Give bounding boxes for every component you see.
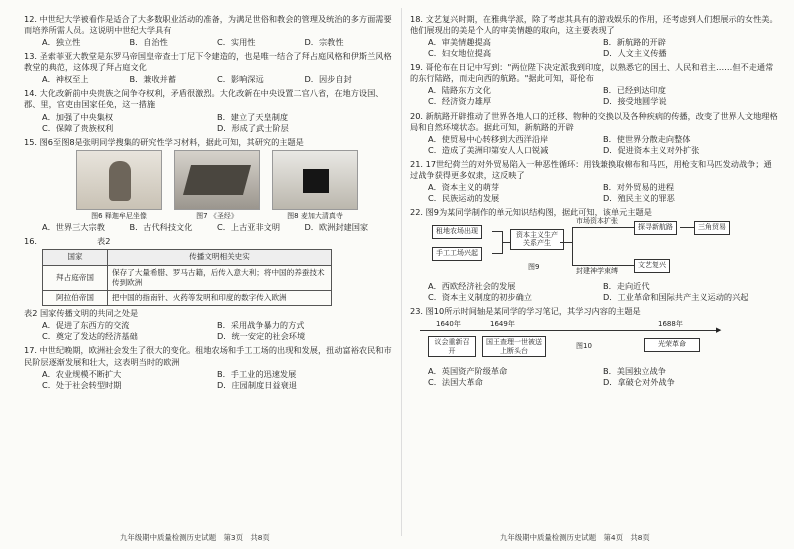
option-d: D．因步自封 (304, 74, 352, 85)
option-d: D．接受地圆学说 (603, 96, 667, 107)
connector (492, 253, 502, 254)
option-d: D．形成了武士阶层 (217, 122, 289, 133)
question-17 (24, 345, 392, 390)
option-a: A．农业规模不断扩大 (42, 368, 122, 379)
figure-caption: 图6 释迦牟尼坐像 (91, 211, 147, 220)
option-a: A．陆路东方文化 (428, 85, 491, 96)
option-a: A．资本主义的萌芽 (428, 181, 500, 192)
figure-caption: 图8 麦加大清真寺 (287, 211, 343, 220)
option-d: D．庄园制度日益衰退 (217, 379, 297, 390)
question-stem: 18. 文艺复兴时期，在雅典学派，除了考虑其具有的游戏娱乐的作用，还考虑到人们想展示的女性美。他们展现出的美是个人的审美情趣的取向，这主要表现了 (410, 14, 778, 36)
option-d: D．宗教性 (304, 37, 344, 48)
question-stem: 12. 中世纪大学被看作是适合了大多数职业活动的准备，为满足世俗和教会的管理及统治的多方面需要而培养所需人员。这说明中世纪大学具有 (24, 14, 392, 36)
question-19 (410, 62, 778, 107)
label-market: 市场资本扩张 (576, 217, 618, 226)
option-b: B．古代科技文化 (129, 222, 193, 233)
question-stem: 15. 图6至图8是张明同学搜集的研究性学习材料，据此可知，其研究的主题是 (24, 136, 304, 147)
options (428, 182, 778, 204)
options (42, 369, 392, 391)
options (42, 320, 392, 342)
timeline-axis (420, 330, 720, 331)
timeline-figure (410, 320, 778, 364)
question-23 (410, 306, 778, 388)
left-page (24, 14, 392, 394)
options (42, 112, 392, 134)
question-stem: 17. 中世纪晚期，欧洲社会发生了很大的变化。租地农场和手工工场的出现和发展，扭动富裕农民和市民阶层逐渐发展和壮大，这表明当时的欧洲 (24, 345, 392, 367)
label-theology: 封建神学束缚 (576, 267, 618, 276)
history-table (42, 249, 332, 306)
figure-caption: 图10 (576, 342, 592, 351)
option-a: A．西欧经济社会的发展 (428, 281, 516, 292)
option-c: C．法国大革命 (428, 377, 483, 388)
option-c: C．实用性 (217, 37, 256, 48)
event-parliament: 议会重新召开 (428, 336, 476, 357)
knowledge-structure-diagram (410, 217, 778, 279)
question-stem: 23. 图10所示时间轴是某同学的学习笔记，其学习内容的主题是 (410, 306, 641, 317)
node-new-route: 探寻新航路 (634, 221, 677, 234)
options (428, 37, 778, 59)
option-a: A．世界三大宗教 (42, 222, 105, 233)
arrow-bottom (572, 265, 634, 266)
table-header: 传播文明相关史实 (108, 250, 332, 265)
option-d: D．殖民主义的罪恶 (603, 192, 675, 203)
connector (560, 242, 572, 243)
option-b: B．美国独立战争 (603, 366, 666, 377)
table-cell: 把中国的指南针、火药等发明和印度的数字传入欧洲 (108, 291, 332, 306)
mosque-image (272, 150, 358, 210)
option-b: B．走向近代 (603, 281, 650, 292)
question-14 (24, 88, 392, 133)
table-row (43, 265, 332, 291)
question-22 (410, 207, 778, 303)
figure-row (76, 150, 392, 221)
option-d: D．工业革命和国际共产主义运动的兴起 (603, 292, 749, 303)
table-row (43, 291, 332, 306)
question-stem: 14. 大化改新前中央贵族之间争夺权利，矛盾很激烈。大化改新在中央设置二官八省，在地方设国、郡、里，官吏由国家任免，这一措施 (24, 88, 384, 110)
table-caption: 表2 (97, 236, 111, 247)
arrow-icon: ▶ (716, 326, 722, 335)
bible-image (174, 150, 260, 210)
connector (572, 227, 573, 265)
question-18 (410, 14, 778, 59)
option-c: C．造成了美洲印第安人人口锐减 (428, 144, 549, 155)
options (42, 37, 392, 48)
option-b: B．已经到达印度 (603, 85, 666, 96)
option-a: A．促进了东西方的交流 (42, 320, 130, 331)
figure-caption: 图7 《圣经》 (196, 211, 238, 220)
node-workshop: 手工工场兴起 (432, 247, 482, 260)
options (42, 74, 392, 85)
option-d: D．拿破仑对外战争 (603, 377, 675, 388)
connector (680, 227, 694, 228)
page-footer-right: 九年级期中质量检测历史试题 第4页 共8页 (500, 533, 650, 543)
option-b: B．采用战争暴力的方式 (217, 320, 305, 331)
year-label: 1640年 (436, 320, 461, 329)
question-stem: 21. 17世纪荷兰的对外贸易陷入一种恶性循环：用钱兼换取棉布和马匹，用枪支和马匹发动战争；通过战争获得更多奴隶，这反映了 (410, 158, 772, 180)
option-a: A．加强了中央集权 (42, 111, 114, 122)
right-page (410, 14, 778, 391)
options (428, 366, 778, 388)
table-cell: 拜占庭帝国 (43, 265, 108, 291)
options (428, 85, 778, 107)
question-12 (24, 14, 392, 48)
question-13 (24, 51, 392, 85)
option-b: B．手工业的迅速发展 (217, 368, 297, 379)
question-16 (24, 236, 392, 342)
option-d: D．统一安定的社会环境 (217, 331, 306, 342)
option-d: D．促进资本主义对外扩张 (603, 144, 700, 155)
table-cell: 保存了大量希腊、罗马古籍，后传入意大利；将中国的养蚕技术传到欧洲 (108, 265, 332, 291)
figure-caption: 图9 (528, 263, 540, 272)
option-c: C．上古亚非文明 (217, 222, 281, 233)
event-glorious-revolution: 光荣革命 (644, 338, 700, 351)
option-a: A．审美情趣提高 (428, 37, 491, 48)
option-b: B．自治性 (129, 37, 168, 48)
option-a: A．独立性 (42, 37, 81, 48)
question-15 (24, 137, 392, 234)
node-farm: 租地农场出现 (432, 225, 482, 238)
figure-7 (174, 150, 260, 221)
page-divider (401, 8, 402, 536)
option-c: C．民族运动的发展 (428, 192, 500, 203)
question-stem: 19. 哥伦布在日记中写到："两位陛下决定派我到印度，以熟悉它的国土、人民和君主……但不走通常的东行陆路，而走向西的航路。"据此可知，哥伦布 (410, 62, 774, 84)
question-stem: 22. 图9为某同学制作的单元知识结构图，据此可知，该单元主题是 (410, 207, 652, 217)
page-footer-left: 九年级期中质量检测历史试题 第3页 共8页 (120, 533, 270, 543)
option-c: C．处于社会转型时期 (42, 379, 122, 390)
question-20 (410, 111, 778, 156)
connector (502, 242, 510, 243)
option-b: B．对外贸易的进程 (603, 181, 675, 192)
year-label: 1649年 (490, 320, 515, 329)
node-renaissance: 文艺复兴 (634, 259, 670, 272)
option-a: A．神权至上 (42, 74, 89, 85)
arrow-top (572, 227, 634, 228)
option-b: B．新航路的开辟 (603, 37, 666, 48)
connector (492, 231, 502, 232)
option-c: C．妇女地位提高 (428, 48, 492, 59)
question-stem: 13. 圣索菲亚大教堂是东罗马帝国皇帝查士丁尼下令建造的，也是唯一结合了拜占庭风格和伊斯兰风格教堂的典范，这体现了拜占庭文化 (24, 51, 392, 73)
options (428, 134, 778, 156)
option-d: D．人文主义传播 (603, 48, 667, 59)
option-b: B．建立了天皇制度 (217, 111, 289, 122)
question-21 (410, 159, 778, 204)
options (428, 281, 778, 303)
table-header: 国家 (43, 250, 108, 265)
option-b: B．使世界分散走向整体 (603, 133, 691, 144)
option-c: C．奠定了发达的经济基础 (42, 331, 138, 342)
option-a: A．英国资产阶级革命 (428, 366, 508, 377)
option-c: C．保障了贵族权利 (42, 122, 114, 133)
node-capitalism: 资本主义生产关系产生 (510, 229, 564, 250)
option-a: A．使贸易中心转移到大西洋沿岸 (428, 133, 549, 144)
event-execution: 国王查理一世被送上断头台 (482, 336, 546, 357)
table-cell: 阿拉伯帝国 (43, 291, 108, 306)
option-c: C．资本主义制度的初步确立 (428, 292, 532, 303)
year-label: 1688年 (658, 320, 683, 329)
figure-6 (76, 150, 162, 221)
figure-8 (272, 150, 358, 221)
question-number: 16. 表2 (24, 236, 111, 247)
option-c: C．影响深远 (217, 74, 264, 85)
option-d: D．欧洲封建国家 (304, 222, 369, 233)
node-triangle-trade: 三角贸易 (694, 221, 730, 234)
option-c: C．经济资力雄厚 (428, 96, 492, 107)
buddha-statue-image (76, 150, 162, 210)
options (42, 222, 392, 233)
question-stem: 表2 国家传播文明的共同之处是 (24, 308, 139, 319)
option-b: B．兼收并蓄 (129, 74, 177, 85)
question-stem: 20. 新航路开辟推动了世界各地人口的迁移、物种的交换以及各种疾病的传播，改变了世界人文地理格局和自然环境状态。据此可知，新航路的开辟 (410, 110, 778, 132)
